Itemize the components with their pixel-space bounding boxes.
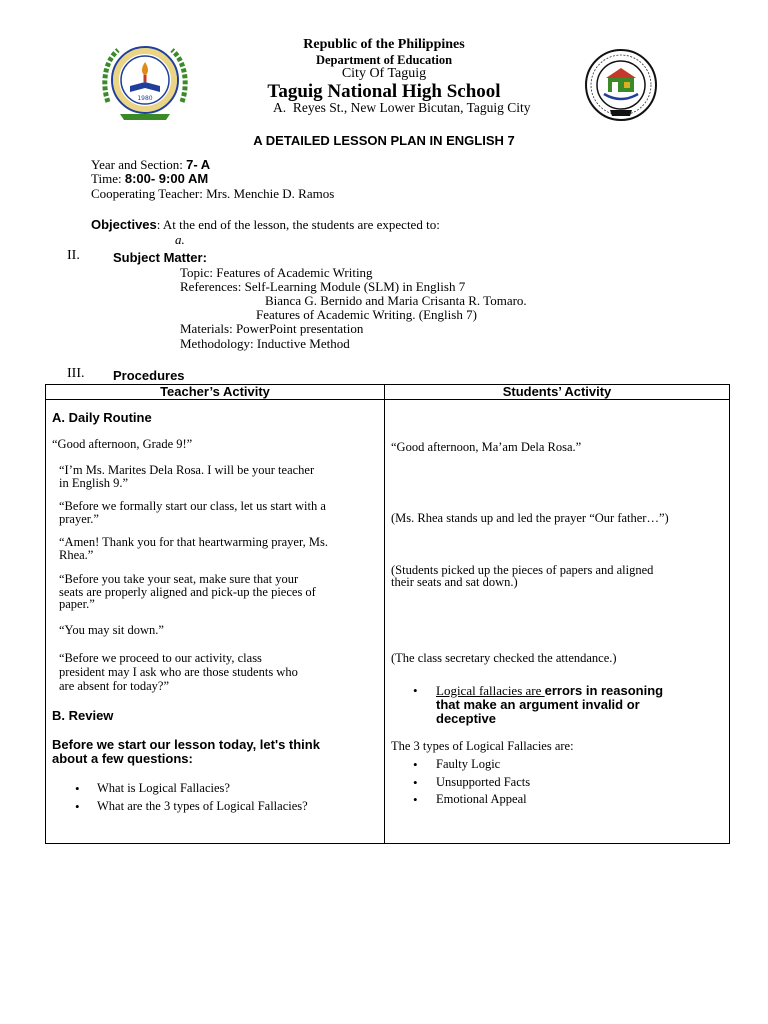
review-question-b: about a few questions: bbox=[52, 751, 193, 766]
subject-reference-title: Features of Academic Writing. (English 7) bbox=[256, 307, 477, 322]
svg-text:1980: 1980 bbox=[137, 95, 153, 102]
teacher-line-7c: are absent for today?” bbox=[59, 679, 170, 693]
question-bullet: • bbox=[75, 781, 80, 796]
republic-line: Republic of the Philippines bbox=[303, 37, 465, 52]
city-line: City Of Taguig bbox=[341, 66, 427, 81]
definition-text-a: errors in reasoning bbox=[544, 683, 664, 698]
time-line bbox=[91, 171, 208, 186]
teacher-line-2a: “I’m Ms. Marites Dela Rosa. I will be your teacher bbox=[59, 463, 315, 477]
objectives-label: Objectives bbox=[91, 217, 157, 232]
type-item: Emotional Appeal bbox=[436, 792, 527, 806]
teacher-line-5a: “Before you take your seat, make sure that your bbox=[59, 572, 299, 586]
teacher-line-4b: Rhea.” bbox=[59, 548, 94, 562]
subject-topic: Topic: Features of Academic Writing bbox=[180, 265, 373, 280]
type-item: Unsupported Facts bbox=[436, 775, 531, 789]
daily-routine-heading: A. Daily Routine bbox=[52, 410, 152, 425]
year-section bbox=[91, 157, 210, 172]
question-1: What is Logical Fallacies? bbox=[97, 781, 230, 795]
objectives-text: : At the end of the lesson, the students are expected to: bbox=[156, 217, 440, 232]
student-line-3a: (Students picked up the pieces of papers and aligned bbox=[391, 563, 654, 577]
procedures-label: Procedures bbox=[113, 368, 185, 383]
subject-methodology: Methodology: Inductive Method bbox=[180, 336, 350, 351]
student-line-4: (The class secretary checked the attendance.) bbox=[391, 651, 617, 665]
subject-references: References: Self-Learning Module (SLM) in English 7 bbox=[180, 279, 466, 294]
time-value: 8:00- 9:00 AM bbox=[124, 171, 209, 186]
question-2: What are the 3 types of Logical Fallacies? bbox=[97, 799, 308, 813]
type-bullet: • bbox=[413, 792, 418, 807]
school-address: A. Reyes St., New Lower Bicutan, Taguig City bbox=[273, 100, 531, 115]
teacher-line-4a: “Amen! Thank you for that heartwarming prayer, Ms. bbox=[59, 535, 328, 549]
department-line: Department of Education bbox=[315, 53, 453, 67]
student-line-1: “Good afternoon, Ma’am Dela Rosa.” bbox=[391, 440, 582, 454]
teacher-line-5b: seats are properly aligned and pick-up the pieces of bbox=[59, 585, 316, 599]
procedures-table bbox=[45, 384, 730, 844]
teacher-line-2b: in English 9.” bbox=[59, 476, 129, 490]
objective-item-a: a. bbox=[175, 232, 185, 247]
subject-authors: Bianca G. Bernido and Maria Crisanta R. Tomaro. bbox=[265, 293, 527, 308]
teacher-line-6: “You may sit down.” bbox=[59, 623, 164, 637]
definition-term: Logical fallacies are bbox=[436, 683, 545, 698]
year-section-value: 7- A bbox=[186, 157, 211, 172]
definition-bullet: • bbox=[413, 683, 418, 698]
student-line-2: (Ms. Rhea stands up and led the prayer “Our father…”) bbox=[391, 511, 669, 525]
logical-fallacy-definition bbox=[436, 683, 663, 698]
subject-matter-label: Subject Matter: bbox=[113, 250, 207, 265]
definition-text-c: deceptive bbox=[436, 711, 496, 726]
types-intro: The 3 types of Logical Fallacies are: bbox=[391, 739, 574, 753]
review-heading: B. Review bbox=[52, 708, 114, 723]
teacher-line-7b: president may I ask who are those students who bbox=[59, 665, 298, 679]
objectives-line bbox=[91, 217, 440, 232]
year-section-label: Year and Section: bbox=[91, 157, 187, 172]
document-title: A DETAILED LESSON PLAN IN ENGLISH 7 bbox=[253, 133, 515, 148]
teacher-line-1: “Good afternoon, Grade 9!” bbox=[52, 437, 193, 451]
section-numeral-iii: III. bbox=[67, 366, 85, 381]
school-name: Taguig National High School bbox=[267, 81, 501, 102]
students-activity-header: Students’ Activity bbox=[385, 385, 730, 400]
type-item: Faulty Logic bbox=[436, 757, 501, 771]
type-bullet: • bbox=[413, 757, 418, 772]
teacher-activity-header: Teacher’s Activity bbox=[46, 385, 385, 400]
section-numeral-ii: II. bbox=[67, 248, 80, 263]
subject-materials: Materials: PowerPoint presentation bbox=[180, 321, 364, 336]
definition-text-b: that make an argument invalid or bbox=[436, 697, 640, 712]
cooperating-teacher: Cooperating Teacher: Mrs. Menchie D. Ramos bbox=[91, 186, 335, 201]
question-bullet: • bbox=[75, 799, 80, 814]
time-label: Time: bbox=[91, 171, 125, 186]
student-line-3b: their seats and sat down.) bbox=[391, 575, 518, 589]
teacher-line-3b: prayer.” bbox=[59, 512, 99, 526]
type-bullet: • bbox=[413, 775, 418, 790]
teacher-line-7a: “Before we proceed to our activity, class bbox=[59, 651, 262, 665]
review-question-a: Before we start our lesson today, let's think bbox=[52, 737, 320, 752]
teacher-line-3a: “Before we formally start our class, let us start with a bbox=[59, 499, 326, 513]
teacher-line-5c: paper.” bbox=[59, 597, 95, 611]
